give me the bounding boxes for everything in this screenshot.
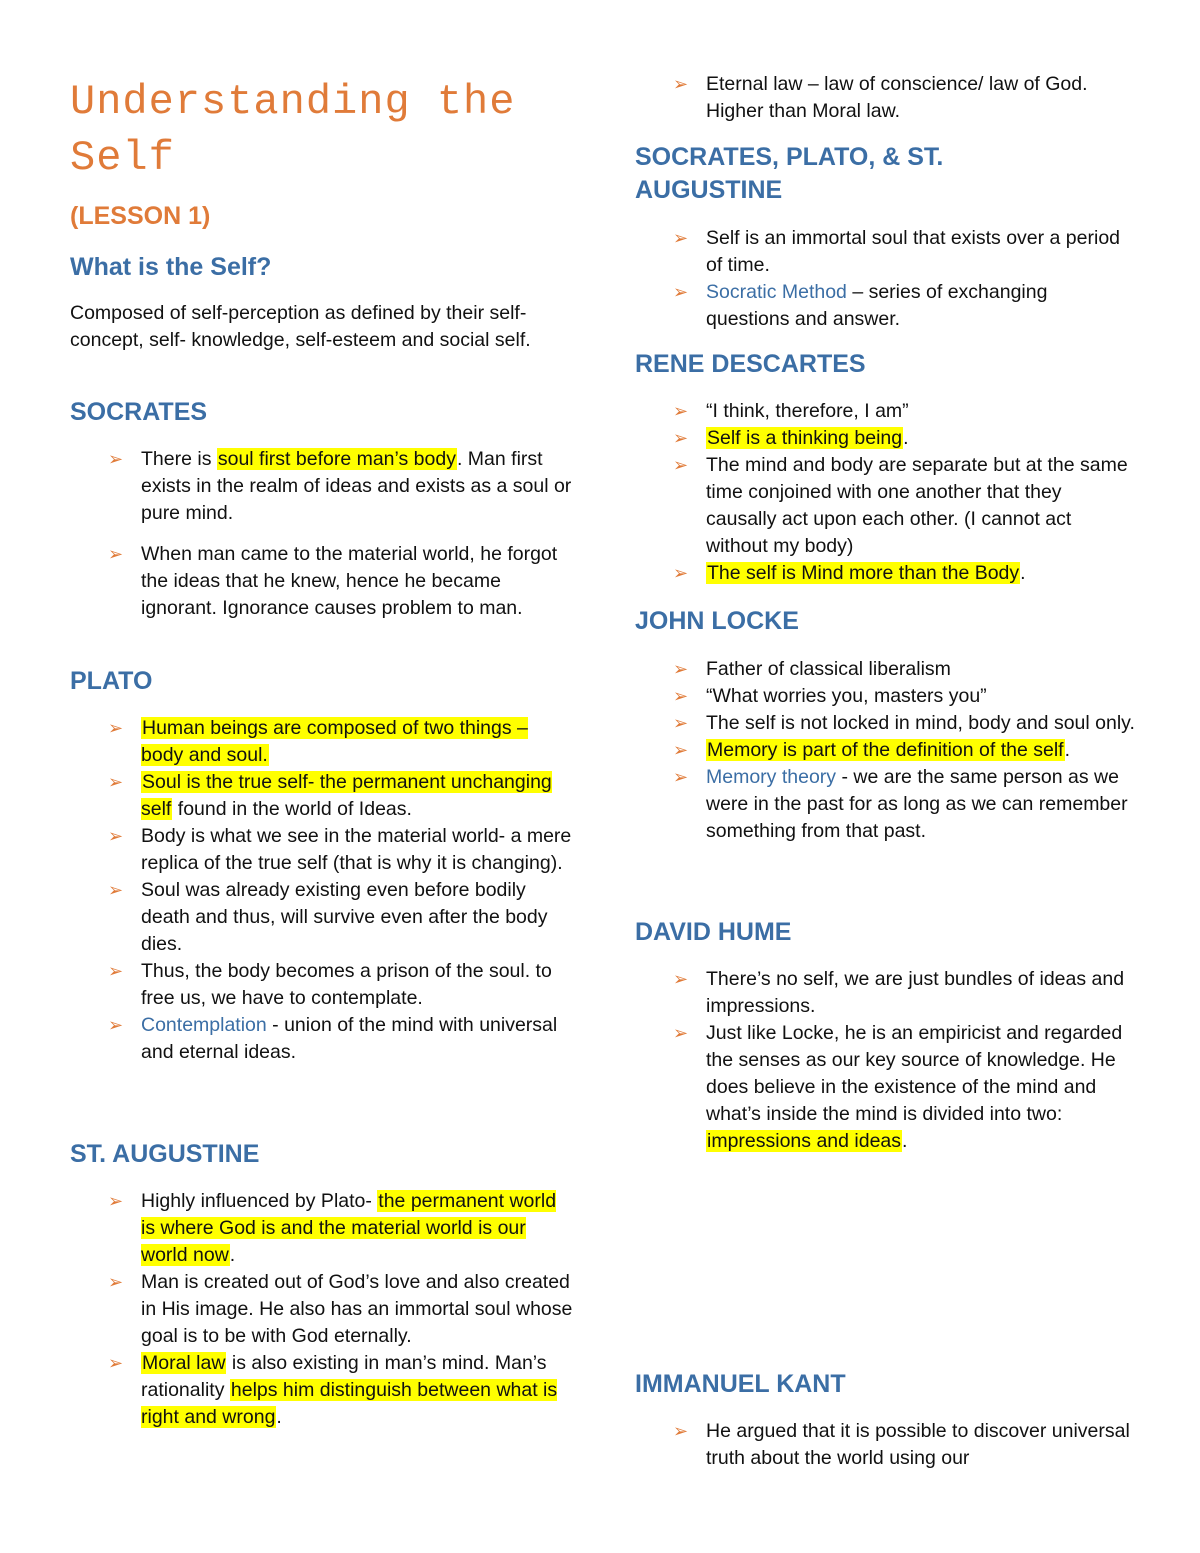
highlight: the permanent world is where God is and the material world is our world now [141,1190,557,1266]
arrowhead-icon: ➢ [108,449,124,470]
kant-list [635,1418,1135,1472]
arrowhead-icon: ➢ [673,401,689,422]
arrowhead-icon: ➢ [673,969,689,990]
list-item: ➢ Soul is the true self- the permanent unchanging self found in the world of Ideas. [108,771,552,820]
list-item: ➢ There is soul first before man’s body. Man first exists in the realm of ideas and exists as a soul or pure mind. [108,448,572,524]
plato-list [70,715,575,1066]
arrowhead-icon: ➢ [108,544,124,565]
arrowhead-icon: ➢ [673,1421,689,1442]
spa-list [635,225,1135,333]
list-item: ➢ Self is an immortal soul that exists over a period of time. [673,227,1121,276]
arrowhead-icon: ➢ [108,1353,124,1374]
list-item: ➢ Self is a thinking being. [635,425,1135,452]
list-item: ➢ The mind and body are separate but at the same time conjoined with one another that they causally act upon each other. (I cannot act without my body) [673,454,1128,557]
list-item: ➢ Just like Locke, he is an empiricist and regarded the senses as our key source of knowledge. He does believe in the existence of the mind and what’s inside the mind is divided into two: impressions and ideas. [673,1022,1123,1152]
arrowhead-icon: ➢ [673,428,689,449]
descartes-list [635,398,1135,587]
highlight: soul first before man’s body [217,448,456,470]
list-item: ➢ Father of classical liberalism [635,656,1135,683]
list-item: ➢ Contemplation - union of the mind with universal and eternal ideas. [108,1014,558,1063]
augustine-list [70,1188,575,1431]
heading-immanuel-kant: IMMANUEL KANT [635,1370,846,1398]
locke-list [635,656,1135,845]
list-item: ➢ The self is not locked in mind, body and soul only. [635,710,1135,737]
highlight: Memory is part of the definition of the self [707,739,1064,761]
arrowhead-icon: ➢ [673,74,689,95]
arrowhead-icon: ➢ [108,826,124,847]
highlight: Soul is the true self- the permanent unchanging self [141,771,552,820]
arrowhead-icon: ➢ [108,1272,124,1293]
arrowhead-icon: ➢ [108,772,124,793]
arrowhead-icon: ➢ [108,718,124,739]
list-item: ➢ When man came to the material world, he forgot the ideas that he knew, hence he became ignorant. Ignorance causes problem to man. [108,543,558,619]
arrowhead-icon: ➢ [108,1015,124,1036]
term-socratic-method: Socratic Method [706,281,847,303]
hume-list [635,966,1135,1155]
list-item: ➢ Highly influenced by Plato- the permanent world is where God is and the material world is our world now. [108,1190,557,1266]
term-memory-theory: Memory theory [706,766,837,788]
page-title: Understanding the Self [70,78,516,182]
highlight: Self is a thinking being [707,427,903,449]
list-item: ➢ Memory is part of the definition of the self. [635,737,1135,764]
heading-st-augustine: ST. AUGUSTINE [70,1140,260,1168]
list-item: ➢ Memory theory - we are the same person as we were in the past for as long as we can remember something from that past. [673,766,1128,842]
arrowhead-icon: ➢ [108,961,124,982]
list-item: ➢ Eternal law – law of conscience/ law of God. Higher than Moral law. [673,73,1088,122]
arrowhead-icon: ➢ [108,1191,124,1212]
highlight: impressions and ideas [707,1130,902,1152]
arrowhead-icon: ➢ [673,740,689,761]
list-item: ➢ Thus, the body becomes a prison of the soul. to free us, we have to contemplate. [108,960,552,1009]
arrowhead-icon: ➢ [673,659,689,680]
arrowhead-icon: ➢ [673,228,689,249]
highlight: helps him distinguish between what is right and wrong [141,1379,558,1428]
arrowhead-icon: ➢ [108,880,124,901]
arrowhead-icon: ➢ [673,455,689,476]
heading-john-locke: JOHN LOCKE [635,607,799,635]
heading-david-hume: DAVID HUME [635,918,792,946]
highlight: Human beings are composed of two things – body and soul. [141,717,528,766]
list-item: ➢ “What worries you, masters you” [635,683,1135,710]
arrowhead-icon: ➢ [673,282,689,303]
list-item: ➢ The self is Mind more than the Body. [635,560,1135,587]
list-item: ➢ Socratic Method – series of exchanging questions and answer. [673,281,1048,330]
heading-rene-descartes: RENE DESCARTES [635,350,866,378]
arrowhead-icon: ➢ [673,1023,689,1044]
arrowhead-icon: ➢ [673,563,689,584]
list-item: ➢ “I think, therefore, I am” [635,398,1135,425]
list-item: ➢ Body is what we see in the material world- a mere replica of the true self (that is why it is changing). [108,825,572,874]
arrowhead-icon: ➢ [673,767,689,788]
list-item: ➢ There’s no self, we are just bundles of ideas and impressions. [673,968,1125,1017]
term-contemplation: Contemplation [141,1014,267,1036]
eternal-law-list [635,71,1135,125]
list-item: ➢ Man is created out of God’s love and also created in His image. He also has an immortal soul whose goal is to be with God eternally. [108,1271,573,1347]
heading-plato: PLATO [70,667,153,695]
socrates-list [70,446,575,622]
heading-socrates: SOCRATES [70,398,208,426]
highlight: Moral law [142,1352,226,1374]
arrowhead-icon: ➢ [673,713,689,734]
highlight: The self is Mind more than the Body [707,562,1020,584]
list-item: ➢ Moral law is also existing in man’s mind. Man’s rationality helps him distinguish between what is right and wrong. [108,1352,558,1428]
self-definition: Composed of self-perception as defined by their self- concept, self- knowledge, self-esteem and social self. [70,302,531,351]
list-item [70,715,575,769]
heading-what-is-self: What is the Self? [70,253,272,281]
lesson-label: (LESSON 1) [70,202,211,230]
list-item: ➢ He argued that it is possible to discover universal truth about the world using our [673,1420,1130,1469]
arrowhead-icon: ➢ [673,686,689,707]
heading-socrates-plato-augustine: SOCRATES, PLATO, & ST. AUGUSTINE [635,143,944,204]
list-item: ➢ Soul was already existing even before bodily death and thus, will survive even after the body dies. [108,879,548,955]
